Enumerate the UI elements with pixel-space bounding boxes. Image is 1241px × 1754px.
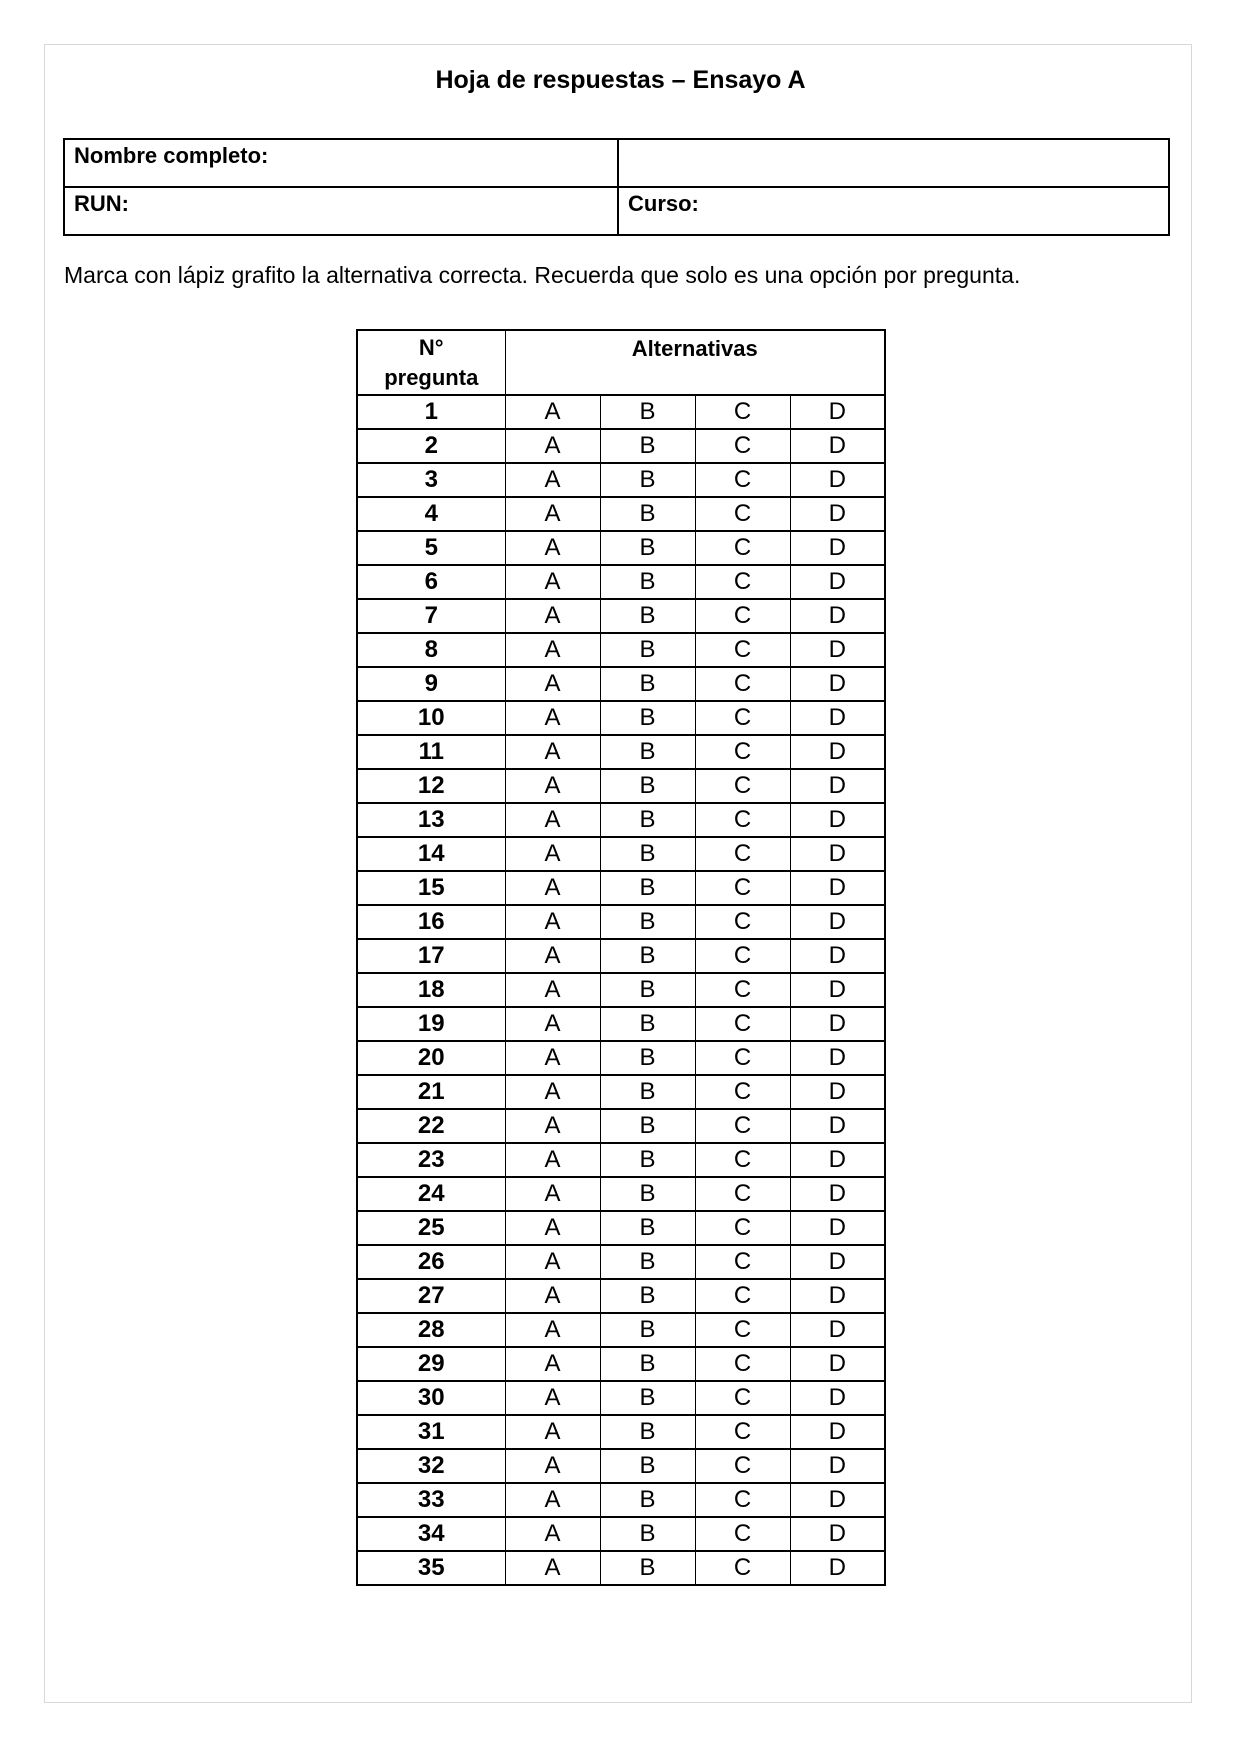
option-cell-c: C <box>695 1109 790 1143</box>
answer-row <box>357 1245 885 1279</box>
option-cell-d: D <box>790 1347 885 1381</box>
info-row-run-curso <box>64 187 1169 235</box>
option-cell-b: B <box>600 905 695 939</box>
option-cell-a: A <box>505 939 600 973</box>
option-cell-d: D <box>790 463 885 497</box>
option-cell-c: C <box>695 1347 790 1381</box>
option-cell-b: B <box>600 1109 695 1143</box>
option-cell-a: A <box>505 1211 600 1245</box>
question-number-cell: 7 <box>357 599 505 633</box>
answer-row <box>357 1381 885 1415</box>
option-cell-b: B <box>600 1211 695 1245</box>
answer-row <box>357 497 885 531</box>
question-number-cell: 23 <box>357 1143 505 1177</box>
option-cell-c: C <box>695 871 790 905</box>
question-number-cell: 1 <box>357 395 505 429</box>
answer-row <box>357 667 885 701</box>
option-cell-d: D <box>790 1041 885 1075</box>
curso-label: Curso: <box>628 191 699 216</box>
option-cell-c: C <box>695 599 790 633</box>
answer-row <box>357 531 885 565</box>
option-cell-c: C <box>695 497 790 531</box>
question-number-cell: 13 <box>357 803 505 837</box>
option-cell-b: B <box>600 735 695 769</box>
option-cell-a: A <box>505 769 600 803</box>
option-cell-b: B <box>600 1415 695 1449</box>
answer-row <box>357 905 885 939</box>
answer-row <box>357 871 885 905</box>
option-cell-c: C <box>695 803 790 837</box>
option-cell-b: B <box>600 701 695 735</box>
option-cell-d: D <box>790 395 885 429</box>
question-number-cell: 18 <box>357 973 505 1007</box>
question-number-cell: 4 <box>357 497 505 531</box>
answer-row <box>357 565 885 599</box>
option-cell-d: D <box>790 803 885 837</box>
question-number-cell: 6 <box>357 565 505 599</box>
option-cell-b: B <box>600 429 695 463</box>
question-number-cell: 14 <box>357 837 505 871</box>
option-cell-c: C <box>695 1449 790 1483</box>
option-cell-c: C <box>695 667 790 701</box>
option-cell-c: C <box>695 701 790 735</box>
question-number-cell: 19 <box>357 1007 505 1041</box>
option-cell-b: B <box>600 939 695 973</box>
option-cell-d: D <box>790 1007 885 1041</box>
option-cell-d: D <box>790 837 885 871</box>
option-cell-d: D <box>790 1211 885 1245</box>
option-cell-b: B <box>600 667 695 701</box>
option-cell-c: C <box>695 905 790 939</box>
question-number-header-line2: pregunta <box>384 364 479 390</box>
option-cell-c: C <box>695 1041 790 1075</box>
option-cell-a: A <box>505 565 600 599</box>
option-cell-d: D <box>790 735 885 769</box>
run-label: RUN: <box>74 191 129 216</box>
option-cell-b: B <box>600 463 695 497</box>
option-cell-c: C <box>695 1075 790 1109</box>
question-number-header-line1: N° <box>418 334 444 360</box>
option-cell-d: D <box>790 973 885 1007</box>
option-cell-d: D <box>790 429 885 463</box>
option-cell-c: C <box>695 531 790 565</box>
question-number-cell: 11 <box>357 735 505 769</box>
option-cell-c: C <box>695 565 790 599</box>
question-number-cell: 24 <box>357 1177 505 1211</box>
option-cell-a: A <box>505 1449 600 1483</box>
option-cell-d: D <box>790 1075 885 1109</box>
option-cell-c: C <box>695 1517 790 1551</box>
option-cell-a: A <box>505 1415 600 1449</box>
option-cell-d: D <box>790 1551 885 1585</box>
info-row-name <box>64 139 1169 187</box>
option-cell-d: D <box>790 1415 885 1449</box>
option-cell-a: A <box>505 531 600 565</box>
option-cell-a: A <box>505 463 600 497</box>
option-cell-a: A <box>505 1143 600 1177</box>
question-number-cell: 32 <box>357 1449 505 1483</box>
answer-row <box>357 1347 885 1381</box>
question-number-cell: 2 <box>357 429 505 463</box>
option-cell-a: A <box>505 1551 600 1585</box>
option-cell-b: B <box>600 565 695 599</box>
question-number-cell: 35 <box>357 1551 505 1585</box>
option-cell-a: A <box>505 735 600 769</box>
option-cell-b: B <box>600 1347 695 1381</box>
answer-row <box>357 973 885 1007</box>
option-cell-b: B <box>600 1279 695 1313</box>
option-cell-c: C <box>695 1381 790 1415</box>
question-number-cell: 12 <box>357 769 505 803</box>
option-cell-b: B <box>600 1245 695 1279</box>
option-cell-b: B <box>600 531 695 565</box>
answer-row <box>357 803 885 837</box>
question-number-cell: 33 <box>357 1483 505 1517</box>
option-cell-d: D <box>790 1143 885 1177</box>
question-number-cell: 28 <box>357 1313 505 1347</box>
option-cell-c: C <box>695 1211 790 1245</box>
option-cell-a: A <box>505 803 600 837</box>
option-cell-b: B <box>600 1177 695 1211</box>
question-number-cell: 27 <box>357 1279 505 1313</box>
option-cell-b: B <box>600 395 695 429</box>
question-number-cell: 25 <box>357 1211 505 1245</box>
question-number-cell: 20 <box>357 1041 505 1075</box>
answer-table <box>356 329 886 1586</box>
option-cell-d: D <box>790 633 885 667</box>
option-cell-a: A <box>505 837 600 871</box>
instruction-text: Marca con lápiz grafito la alternativa correcta. Recuerda que solo es una opción por pregunta. <box>64 262 1021 288</box>
option-cell-d: D <box>790 599 885 633</box>
option-cell-a: A <box>505 497 600 531</box>
option-cell-d: D <box>790 531 885 565</box>
answer-row <box>357 1075 885 1109</box>
answer-row <box>357 1449 885 1483</box>
option-cell-c: C <box>695 1551 790 1585</box>
option-cell-a: A <box>505 667 600 701</box>
answer-row <box>357 1041 885 1075</box>
option-cell-a: A <box>505 701 600 735</box>
option-cell-b: B <box>600 1483 695 1517</box>
option-cell-c: C <box>695 1143 790 1177</box>
question-number-cell: 8 <box>357 633 505 667</box>
option-cell-d: D <box>790 769 885 803</box>
answer-row <box>357 1279 885 1313</box>
answer-row <box>357 1143 885 1177</box>
option-cell-d: D <box>790 667 885 701</box>
option-cell-c: C <box>695 633 790 667</box>
option-cell-b: B <box>600 1517 695 1551</box>
option-cell-d: D <box>790 939 885 973</box>
question-number-header <box>357 330 505 395</box>
answer-row <box>357 1211 885 1245</box>
option-cell-d: D <box>790 565 885 599</box>
answer-row <box>357 1109 885 1143</box>
answer-row <box>357 735 885 769</box>
option-cell-d: D <box>790 1381 885 1415</box>
option-cell-c: C <box>695 769 790 803</box>
option-cell-a: A <box>505 429 600 463</box>
option-cell-b: B <box>600 803 695 837</box>
question-number-cell: 31 <box>357 1415 505 1449</box>
question-number-cell: 17 <box>357 939 505 973</box>
answer-row <box>357 395 885 429</box>
name-label-cell <box>64 139 618 187</box>
option-cell-b: B <box>600 1381 695 1415</box>
option-cell-d: D <box>790 1517 885 1551</box>
option-cell-b: B <box>600 1313 695 1347</box>
answer-row <box>357 1551 885 1585</box>
option-cell-c: C <box>695 1279 790 1313</box>
option-cell-b: B <box>600 1551 695 1585</box>
page-title: Hoja de respuestas – Ensayo A <box>435 66 806 94</box>
option-cell-a: A <box>505 1177 600 1211</box>
option-cell-a: A <box>505 1245 600 1279</box>
answer-row <box>357 769 885 803</box>
option-cell-a: A <box>505 395 600 429</box>
option-cell-b: B <box>600 1143 695 1177</box>
option-cell-b: B <box>600 871 695 905</box>
curso-label-cell <box>618 187 1169 235</box>
option-cell-c: C <box>695 395 790 429</box>
option-cell-a: A <box>505 633 600 667</box>
option-cell-b: B <box>600 1075 695 1109</box>
option-cell-b: B <box>600 1449 695 1483</box>
option-cell-a: A <box>505 871 600 905</box>
alternatives-header: Alternativas <box>505 330 885 395</box>
answer-row <box>357 429 885 463</box>
answer-row <box>357 463 885 497</box>
answer-row <box>357 599 885 633</box>
option-cell-b: B <box>600 497 695 531</box>
run-label-cell <box>64 187 618 235</box>
option-cell-a: A <box>505 1279 600 1313</box>
option-cell-d: D <box>790 1483 885 1517</box>
option-cell-d: D <box>790 701 885 735</box>
option-cell-d: D <box>790 1177 885 1211</box>
answer-row <box>357 1517 885 1551</box>
option-cell-b: B <box>600 973 695 1007</box>
option-cell-d: D <box>790 1245 885 1279</box>
option-cell-a: A <box>505 1109 600 1143</box>
option-cell-a: A <box>505 1041 600 1075</box>
answer-row <box>357 837 885 871</box>
option-cell-d: D <box>790 1109 885 1143</box>
question-number-cell: 3 <box>357 463 505 497</box>
option-cell-c: C <box>695 973 790 1007</box>
option-cell-d: D <box>790 1313 885 1347</box>
option-cell-c: C <box>695 429 790 463</box>
student-info-table <box>63 138 1170 236</box>
option-cell-c: C <box>695 1415 790 1449</box>
option-cell-c: C <box>695 837 790 871</box>
question-number-cell: 5 <box>357 531 505 565</box>
question-number-cell: 16 <box>357 905 505 939</box>
option-cell-a: A <box>505 973 600 1007</box>
question-number-cell: 21 <box>357 1075 505 1109</box>
option-cell-d: D <box>790 905 885 939</box>
option-cell-d: D <box>790 1449 885 1483</box>
answer-row <box>357 939 885 973</box>
answer-row <box>357 1177 885 1211</box>
question-number-cell: 29 <box>357 1347 505 1381</box>
name-label: Nombre completo: <box>74 143 269 168</box>
option-cell-a: A <box>505 1075 600 1109</box>
question-number-cell: 15 <box>357 871 505 905</box>
option-cell-a: A <box>505 905 600 939</box>
answer-table-header-row <box>357 330 885 395</box>
option-cell-a: A <box>505 1347 600 1381</box>
answer-row <box>357 701 885 735</box>
answer-row <box>357 1313 885 1347</box>
option-cell-a: A <box>505 1313 600 1347</box>
question-number-cell: 30 <box>357 1381 505 1415</box>
option-cell-c: C <box>695 1007 790 1041</box>
option-cell-d: D <box>790 497 885 531</box>
option-cell-c: C <box>695 735 790 769</box>
question-number-cell: 10 <box>357 701 505 735</box>
answer-row <box>357 1483 885 1517</box>
option-cell-d: D <box>790 871 885 905</box>
answer-row <box>357 633 885 667</box>
option-cell-c: C <box>695 463 790 497</box>
option-cell-c: C <box>695 939 790 973</box>
option-cell-b: B <box>600 633 695 667</box>
name-value-cell <box>618 139 1169 187</box>
question-number-cell: 34 <box>357 1517 505 1551</box>
option-cell-b: B <box>600 1041 695 1075</box>
question-number-cell: 22 <box>357 1109 505 1143</box>
answer-row <box>357 1007 885 1041</box>
option-cell-d: D <box>790 1279 885 1313</box>
option-cell-b: B <box>600 837 695 871</box>
option-cell-c: C <box>695 1313 790 1347</box>
question-number-cell: 9 <box>357 667 505 701</box>
option-cell-a: A <box>505 1483 600 1517</box>
answer-table-body <box>357 395 885 1585</box>
option-cell-b: B <box>600 599 695 633</box>
question-number-cell: 26 <box>357 1245 505 1279</box>
option-cell-a: A <box>505 599 600 633</box>
option-cell-a: A <box>505 1517 600 1551</box>
option-cell-c: C <box>695 1483 790 1517</box>
option-cell-a: A <box>505 1007 600 1041</box>
option-cell-c: C <box>695 1177 790 1211</box>
option-cell-b: B <box>600 769 695 803</box>
option-cell-b: B <box>600 1007 695 1041</box>
option-cell-c: C <box>695 1245 790 1279</box>
option-cell-a: A <box>505 1381 600 1415</box>
answer-row <box>357 1415 885 1449</box>
